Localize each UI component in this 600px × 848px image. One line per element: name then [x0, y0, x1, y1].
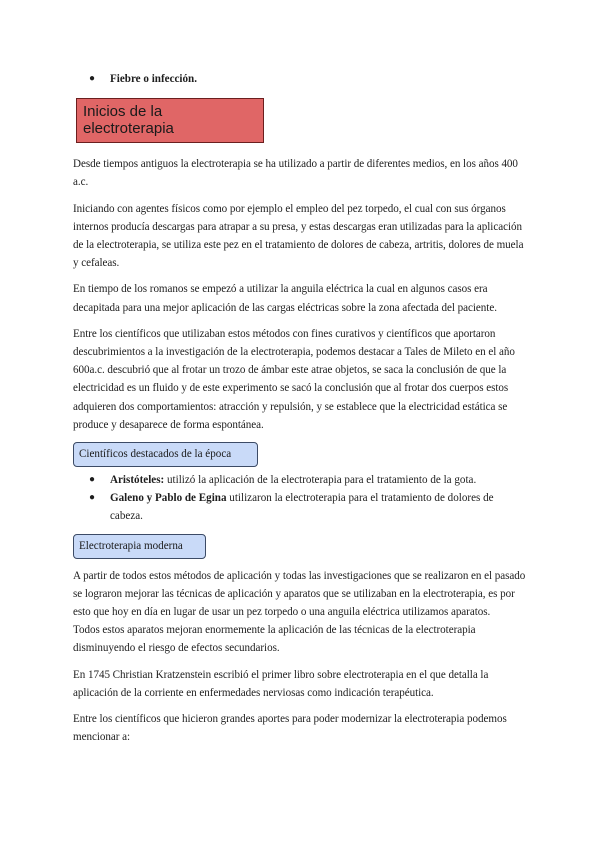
list-item — [73, 489, 529, 525]
section-heading-inicios: Inicios de la electroterapia — [76, 98, 264, 143]
paragraph-riesgo: Todos estos aparatos mejoran enormemente la aplicación de las técnicas de la electroterapia disminuyendo el riesgo de efectos secundarios. — [73, 624, 476, 655]
paragraph-romanos: En tiempo de los romanos se empezó a utilizar la anguila eléctrica la cual en algunos casos era decapitada para una mejor aplicación de las cargas eléctricas sobre la zona afectada del paciente. — [73, 283, 497, 314]
list-item — [73, 471, 529, 489]
paragraph-kratzenstein: En 1745 Christian Kratzenstein escribió el primer libro sobre electroterapia en el que detalla la aplicación de la corriente en enfermedades nerviosas como indicación terapéutica. — [73, 668, 489, 699]
paragraph-pez-torpedo: Iniciando con agentes físicos como por ejemplo el empleo del pez torpedo, el cual con sus órganos internos producía descargas para atrapar a su presa, y estas descargas eran utilizadas para la aplicación de la electroterapia, se utiliza este pez en el tratamiento de dolores de cabeza, artritis, dolores de muela y cefaleas. — [73, 202, 524, 270]
paragraph-aportes: Entre los científicos que hicieron grandes aportes para poder modernizar la electroterapia podemos mencionar a: — [73, 713, 507, 744]
paragraph-intro: Desde tiempos antiguos la electroterapia se ha utilizado a partir de diferentes medios, en los años 400 a.c. — [73, 158, 518, 189]
bullet-icon: ● — [89, 73, 96, 84]
scientists-bullet-list — [73, 471, 529, 526]
document-page — [73, 70, 529, 754]
paragraph-tales-de-mileto: Entre los científicos que utilizaban estos métodos con fines curativos y científicos que aportaron descubrimientos a la investigación de la electroterapia, podemos destacar a Tales de Mileto en el año 600a.c. descubrió que al frotar un trozo de ámbar este atrae objetos, se saca la conclusión de que la electricidad es un fluido y de este experimento se sacó la conclusión que al frotar dos cuerpos estos adquieren dos comportamientos: atracción y repulsión, y se establece que la electricidad estática se produce y desaparece de forma espontánea. — [73, 327, 515, 431]
bullet-bold-text: Aristóteles: — [110, 474, 165, 487]
section-heading-cientificos: Científicos destacados de la época — [73, 442, 258, 467]
bullet-icon: ● — [89, 474, 96, 486]
bullet-icon: ● — [89, 492, 96, 504]
bullet-bold-text: Fiebre o infección. — [110, 73, 197, 85]
bullet-text: utilizó la aplicación de la electroterapia para el tratamiento de la gota. — [164, 474, 477, 487]
top-bullet-list — [73, 70, 529, 88]
bullet-bold-text: Galeno y Pablo de Egina — [110, 492, 227, 505]
bullet-text: utilizaron la electroterapia para el tratamiento de dolores de cabeza. — [110, 492, 494, 523]
list-item — [73, 70, 529, 88]
section-heading-moderna: Electroterapia moderna — [73, 534, 206, 559]
paragraph-aparatos: A partir de todos estos métodos de aplicación y todas las investigaciones que se realizaron en el pasado se lograron mejorar las técnicas de aplicación y aparatos que se utilizaban en la electroterapia, es por esto que hoy en día en lugar de usar un pez torpedo o una anguila eléctrica utilizamos aparatos. — [73, 569, 526, 619]
